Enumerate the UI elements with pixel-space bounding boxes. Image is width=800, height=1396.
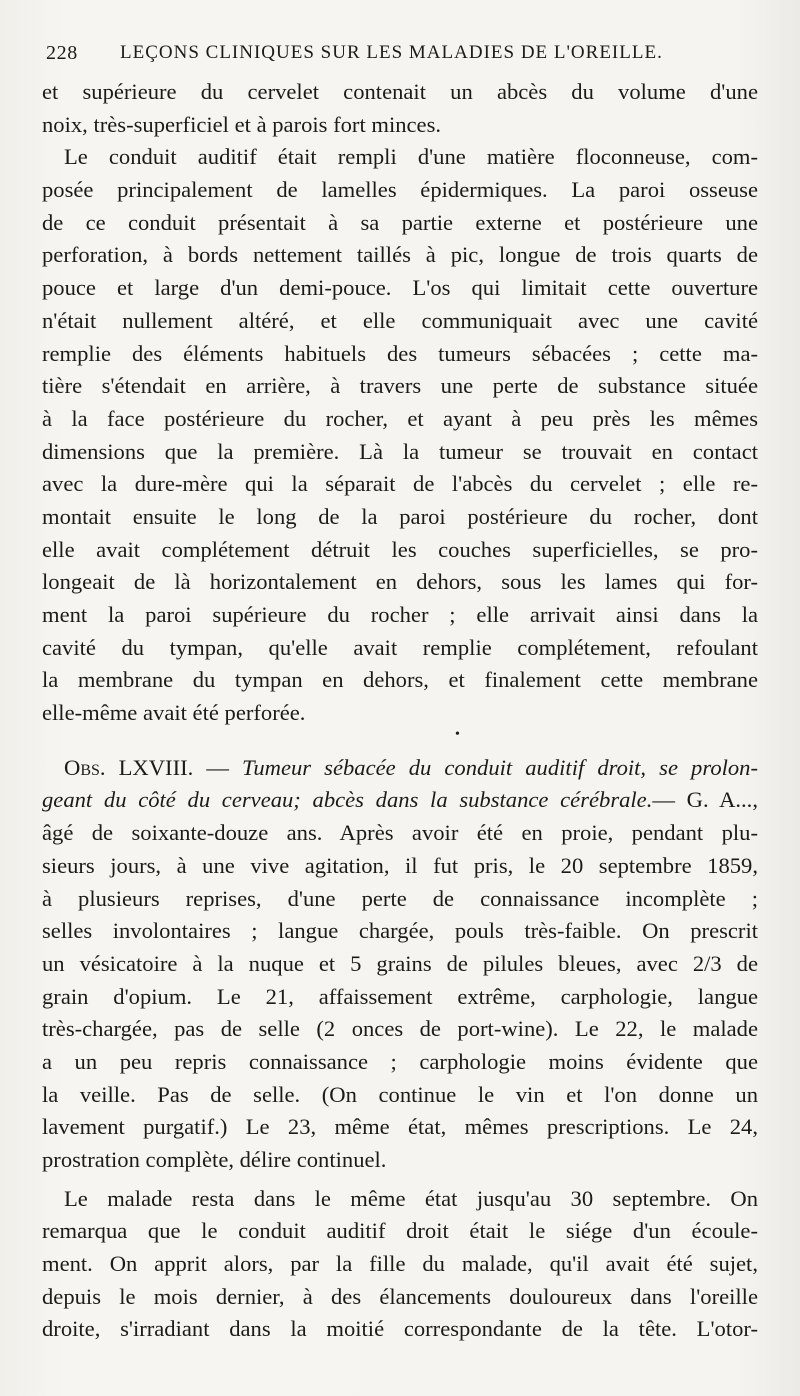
text-line: longeait de là horizontalement en dehors, sous les lames qui for-	[42, 569, 758, 595]
body-text	[42, 76, 758, 1346]
text-line: sieurs jours, à une vive agitation, il fut pris, le 20 septembre 1859,	[42, 852, 758, 878]
text-line: de ce conduit présentait à sa partie externe et postérieure une	[42, 209, 758, 235]
text-line: elle avait complétement détruit les couches superficielles, se pro-	[42, 536, 758, 562]
observation-label: Obs. LXVIII.	[64, 754, 194, 780]
page-number: 228	[46, 42, 78, 64]
text-line: remplie des éléments habituels des tumeurs sébacées ; cette ma-	[42, 340, 758, 366]
text-line: n'était nullement altéré, et elle communiquait avec une cavité	[42, 307, 758, 333]
text-line: tière s'étendait en arrière, à travers une perte de substance située	[42, 373, 758, 399]
running-title: LEÇONS CLINIQUES SUR LES MALADIES DE L'OREILLE.	[120, 42, 663, 63]
paragraph-gap	[42, 740, 758, 752]
stray-dot: •	[455, 726, 460, 742]
text-line: noix, très-superficiel et à parois fort minces.	[42, 111, 442, 137]
text-line: à plusieurs reprises, d'une perte de connaissance incomplète ;	[42, 885, 758, 911]
text-line: ment la paroi supérieure du rocher ; elle arrivait ainsi dans la	[42, 602, 758, 627]
text-line: grain d'opium. Le 21, affaissement extrême, carphologie, langue	[42, 983, 758, 1009]
text-line: un vésicatoire à la nuque et 5 grains de pilules bleues, avec 2/3 de	[42, 950, 758, 976]
text-line: très-chargée, pas de selle (2 onces de port-wine). Le 22, le malade	[42, 1016, 758, 1042]
text-line: posée principalement de lamelles épidermiques. La paroi osseuse	[42, 177, 758, 203]
running-header	[46, 38, 760, 78]
observation-title-cont: geant du côté du cerveau; abcès dans la substance cérébrale.	[42, 787, 653, 813]
text-line: montait ensuite le long de la paroi postérieure du rocher, dont	[42, 503, 758, 529]
text-line: cavité du tympan, qu'elle avait remplie complétement, refoulant	[42, 634, 758, 660]
text-line: Le malade resta dans le même état jusqu'au 30 septembre. On	[64, 1185, 758, 1211]
text-line: à la face postérieure du rocher, et ayant à peu près les mêmes	[42, 405, 758, 431]
text-line: a un peu repris connaissance ; carphologie moins évidente que	[42, 1048, 758, 1074]
text-line: droite, s'irradiant dans la moitié correspondante de la tête. L'otor-	[42, 1316, 758, 1342]
text-line: âgé de soixante-douze ans. Après avoir été en proie, pendant plu-	[42, 820, 758, 846]
text-line: perforation, à bords nettement taillés à pic, longue de trois quarts de	[42, 242, 758, 268]
observation-heading: Obs. LXVIII. — Tumeur sébacée du conduit auditif droit, se prolon-	[64, 754, 759, 780]
observation-heading-cont: geant du côté du cerveau; abcès dans la substance cérébrale.— G. A...,	[42, 787, 758, 813]
text-line: lavement purgatif.) Le 23, même état, mêmes prescriptions. Le 24,	[42, 1114, 758, 1140]
text-line: elle-même avait été perforée.	[42, 700, 306, 726]
text-line: Le conduit auditif était rempli d'une matière floconneuse, com-	[64, 144, 758, 170]
observation-title: Tumeur sébacée du conduit auditif droit, se prolon-	[242, 754, 759, 780]
text-line: dimensions que la première. Là la tumeur se trouvait en contact	[42, 438, 758, 464]
text-line: pouce et large d'un demi-pouce. L'os qui limitait cette ouverture	[42, 275, 758, 301]
text-line: avec la dure-mère qui la séparait de l'abcès du cervelet ; elle re-	[42, 471, 758, 497]
text-line: selles involontaires ; langue chargée, pouls très-faible. On prescrit	[42, 918, 758, 944]
text-line: depuis le mois dernier, à des élancements douloureux dans l'oreille	[42, 1283, 758, 1309]
text-line: remarqua que le conduit auditif droit était le siége d'un écoule-	[42, 1218, 758, 1244]
text-line: ment. On apprit alors, par la fille du malade, qu'il avait été sujet,	[42, 1251, 758, 1277]
text-line: prostration complète, délire continuel.	[42, 1147, 387, 1172]
text-line: la veille. Pas de selle. (On continue le vin et l'on donne un	[42, 1081, 758, 1107]
text-line: et supérieure du cervelet contenait un abcès du volume d'une	[42, 79, 758, 104]
text-line: la membrane du tympan en dehors, et finalement cette membrane	[42, 667, 758, 693]
